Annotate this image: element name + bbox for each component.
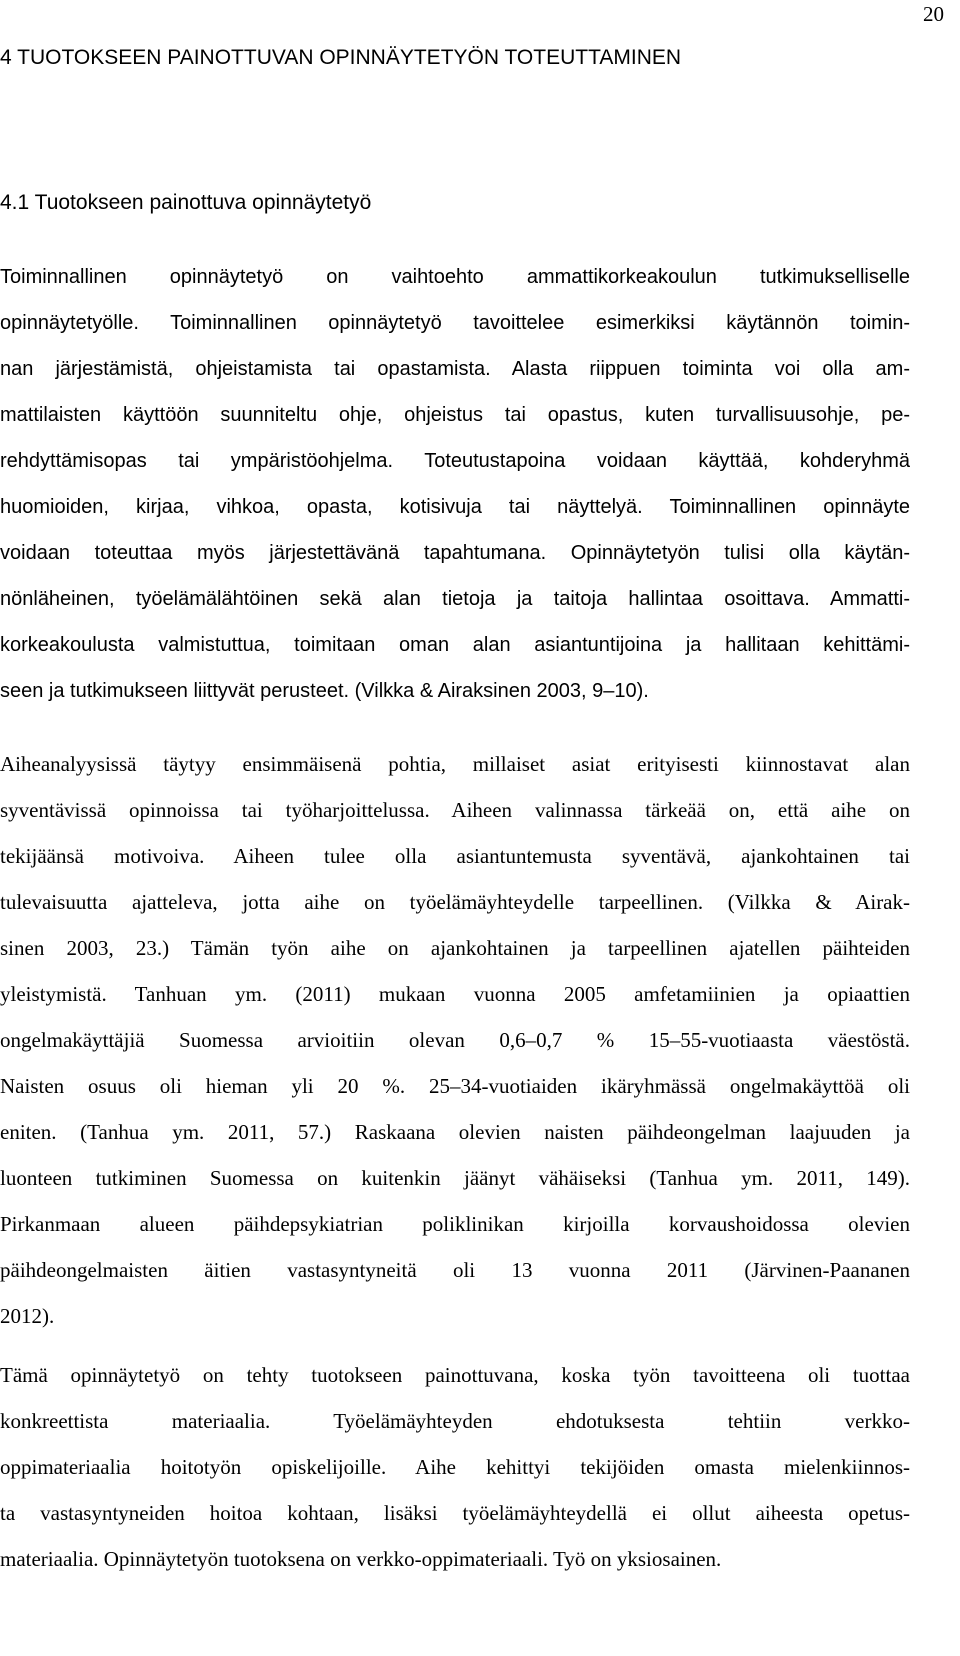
text-line: Pirkanmaan alueen päihdepsykiatrian poliklinikan kirjoilla korvaushoidossa olevien <box>0 1212 910 1236</box>
page-number: 20 <box>923 2 944 26</box>
text-line: Toiminnallinen opinnäytetyö on vaihtoehto ammattikorkeakoulun tutkimukselliselle <box>0 266 910 288</box>
text-line: ta vastasyntyneiden hoitoa kohtaan, lisäksi työelämäyhteydellä ei ollut aiheesta opetus- <box>0 1501 910 1525</box>
text-line: Naisten osuus oli hieman yli 20 %. 25–34-vuotiaiden ikäryhmässä ongelmakäyttöä oli <box>0 1074 910 1098</box>
text-line: eniten. (Tanhua ym. 2011, 57.) Raskaana olevien naisten päihdeongelman laajuuden ja <box>0 1120 910 1144</box>
text-line: yleistymistä. Tanhuan ym. (2011) mukaan vuonna 2005 amfetamiinien ja opiaattien <box>0 982 910 1006</box>
text-line: nan järjestämistä, ohjeistamista tai opastamista. Alasta riippuen toiminta voi olla am- <box>0 358 910 380</box>
text-line: ongelmakäyttäjiä Suomessa arvioitiin olevan 0,6–0,7 % 15–55-vuotiaasta väestöstä. <box>0 1028 910 1052</box>
text-line: Aiheanalyysissä täytyy ensimmäisenä pohtia, millaiset asiat erityisesti kiinnostavat alan <box>0 752 910 776</box>
text-line: opinnäytetyölle. Toiminnallinen opinnäytetyö tavoittelee esimerkiksi käytännön toimin- <box>0 312 910 334</box>
text-line: korkeakoulusta valmistuttua, toimitaan oman alan asiantuntijoina ja hallitaan kehittämi- <box>0 634 910 656</box>
text-line: 2012). <box>0 1304 55 1328</box>
text-line: materiaalia. Opinnäytetyön tuotoksena on verkko-oppimateriaali. Työ on yksiosainen. <box>0 1547 722 1571</box>
text-line: syventävissä opinnoissa tai työharjoittelussa. Aiheen valinnassa tärkeää on, että aihe on <box>0 798 910 822</box>
text-line: oppimateriaalia hoitotyön opiskelijoille. Aihe kehittyi tekijöiden omasta mielenkiinnos- <box>0 1455 910 1479</box>
chapter-heading: 4 TUOTOKSEEN PAINOTTUVAN OPINNÄYTETYÖN TOTEUTTAMINEN <box>0 46 682 69</box>
paragraph-3 <box>0 1352 910 1582</box>
text-line: tulevaisuutta ajatteleva, jotta aihe on työelämäyhteydelle tarpeellinen. (Vilkka & Airak- <box>0 890 910 914</box>
text-line: mattilaisten käyttöön suunniteltu ohje, ohjeistus tai opastus, kuten turvallisuusohje, pe- <box>0 404 910 426</box>
paragraph-2 <box>0 741 910 1339</box>
text-line: nönläheinen, työelämälähtöinen sekä alan tietoja ja taitoja hallintaa osoittava. Ammatti- <box>0 588 910 610</box>
text-line: voidaan toteuttaa myös järjestettävänä tapahtumana. Opinnäytetyön tulisi olla käytän- <box>0 542 910 564</box>
text-line: huomioiden, kirjaa, vihkoa, opasta, kotisivuja tai näyttelyä. Toiminnallinen opinnäyte <box>0 496 910 518</box>
section-heading: 4.1 Tuotokseen painottuva opinnäytetyö <box>0 191 372 214</box>
text-line: konkreettista materiaalia. Työelämäyhteyden ehdotuksesta tehtiin verkko- <box>0 1409 910 1433</box>
paragraph-1 <box>0 254 910 714</box>
text-line: tekijäänsä motivoiva. Aiheen tulee olla asiantuntemusta syventävä, ajankohtainen tai <box>0 844 910 868</box>
text-line: luonteen tutkiminen Suomessa on kuitenkin jäänyt vähäiseksi (Tanhua ym. 2011, 149). <box>0 1166 910 1190</box>
text-line: sinen 2003, 23.) Tämän työn aihe on ajankohtainen ja tarpeellinen ajatellen päihteiden <box>0 936 910 960</box>
text-line: päihdeongelmaisten äitien vastasyntyneitä oli 13 vuonna 2011 (Järvinen-Paananen <box>0 1258 910 1282</box>
text-line: seen ja tutkimukseen liittyvät perusteet. (Vilkka & Airaksinen 2003, 9–10). <box>0 680 649 702</box>
text-line: Tämä opinnäytetyö on tehty tuotokseen painottuvana, koska työn tavoitteena oli tuottaa <box>0 1363 910 1387</box>
text-line: rehdyttämisopas tai ympäristöohjelma. Toteutustapoina voidaan käyttää, kohderyhmä <box>0 450 910 472</box>
